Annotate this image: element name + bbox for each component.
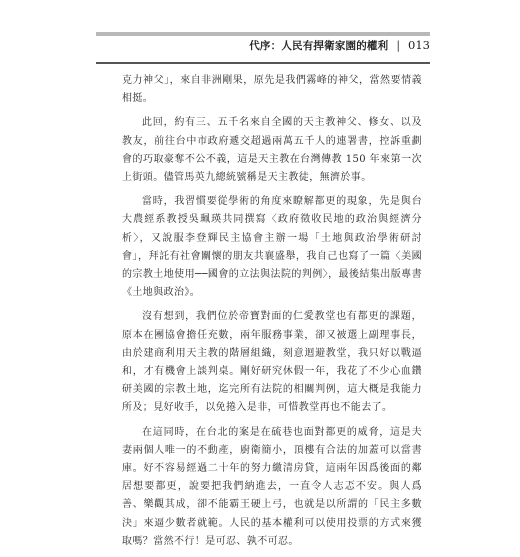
header-separator: | <box>396 39 401 52</box>
running-header-title: 代序：人民有捍衛家園的權利 <box>249 40 389 52</box>
header-bottom-rule <box>96 62 430 64</box>
running-header <box>249 38 430 53</box>
paragraph: 此回，約有三、五千名來自全國的天主教神父、修女、以及教友，前往台中市政府遞交超過兩萬五千人的連署書，控訴重劃會的巧取豪奪不公不義，這是天主教在台灣傳教 150 年來第一次上街頭。儘管馬英九總統號稱是天主教徒，無濟於事。 <box>122 117 422 184</box>
header-top-rule <box>96 32 430 36</box>
page-number: 013 <box>408 38 430 52</box>
paragraph: 克力神父」，來自非洲剛果，原先是我們霧峰的神父，當然要情義相挺。 <box>122 75 422 105</box>
paragraph: 當時，我習慣要從學術的角度來瞭解都更的現象，先是與台大農經系教授吳珮瑛共同撰寫〈政府徵收民地的政治與經濟分析〉，又說服李登輝民主協會主辦一場「土地與政治學術研討會」，拜託有社會關懷的朋友共襄盛舉，我自己也寫了一篇〈美國的宗教土地使用──國會的立法與法院的判例〉，最後結集出版專書《土地與政治》。 <box>122 196 422 299</box>
paragraph: 在這同時，在台北的案是在硫巷也面對都更的威脅，這是夫妻兩個人唯一的不動產，廚衛簡小，頂樓有合法的加蓋可以當書庫。好不容易經過二十年的努力繳清房貸，這兩年因爲後面的鄰居想要都更，說要把我們納進去，一直令人志忑不安。與人爲善、樂觀其成，卻不能霸王硬上弓，也就是以所謂的「民主多數決」來逼少數者就範。人民的基本權利可以使用投票的方式來獲取嗎？當然不行！是可忍、孰不可忍。 <box>122 426 422 547</box>
body-text <box>122 72 422 557</box>
paragraph: 沒有想到，我們位於帝寶對面的仁愛教堂也有都更的課題，原本在團協會擔任充數，兩年服務事業，卻又被選上副理事長，由於建商利用天主教的階層組織，刻意迴避教堂，我只好以戰逼和，才有機會上談判桌。剛好研究休假一年，我花了不少心血鑽研美國的宗教土地，迄完所有法院的相關判例，這大概是我能力所及；見好收手，以免捲入是非，可惜教堂再也不能去了。 <box>122 311 422 414</box>
